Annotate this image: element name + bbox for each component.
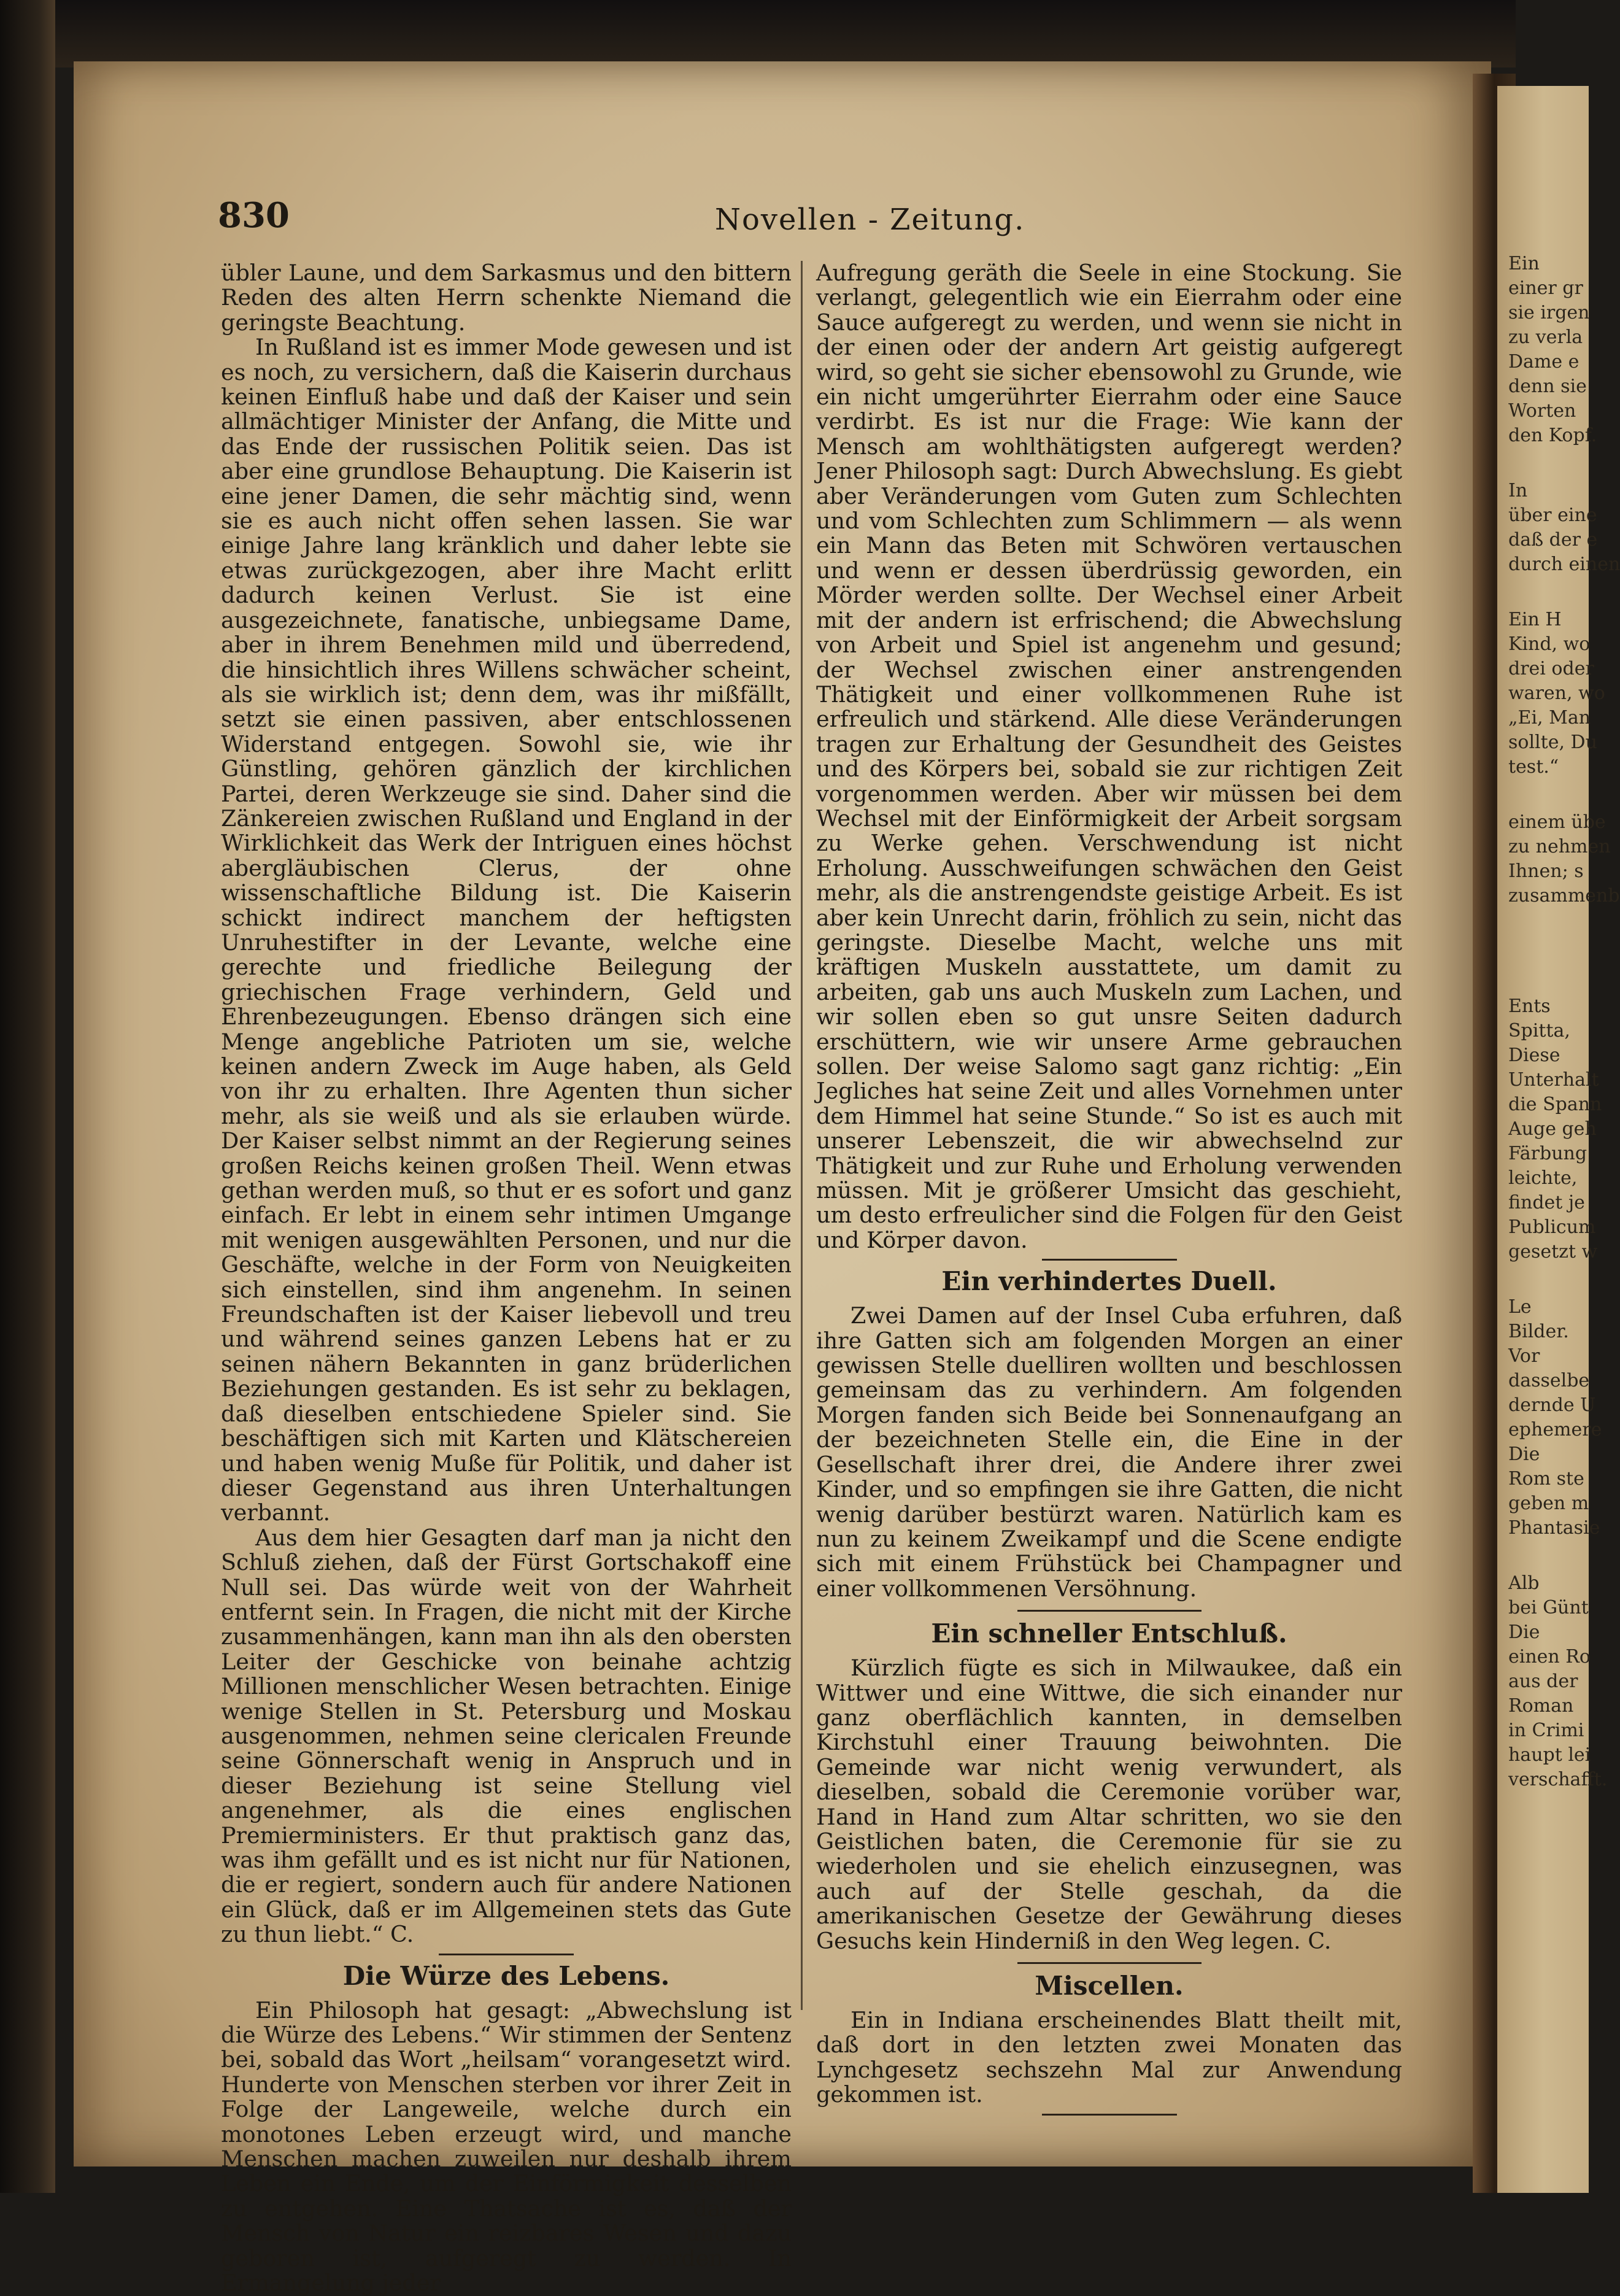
signature: C. [390,1921,414,1948]
next-page-line: einen Ro [1508,1646,1591,1668]
next-page-line: findet je [1508,1192,1585,1213]
next-page-line: Ihnen; s [1508,860,1584,882]
next-page-line: Die [1508,1622,1540,1643]
next-page-line: Ein H [1508,609,1562,630]
next-page-line: einer gr [1508,277,1583,299]
next-page-line: sie irgen [1508,302,1590,323]
page-header [218,195,1414,253]
next-page-line: Kind, wo [1508,633,1591,655]
next-page-line: drei oder [1508,658,1594,679]
paragraph: Ein in Indiana erscheinendes Blatt theilt mit, daß dort in den letzten zwei Monaten das Lynchgesetz sechszehn Mal zur Anwendung gekommen ist. [816,2007,1402,2108]
running-title: Novellen - Zeitung. [715,203,1025,237]
next-page-line: zu verla [1508,327,1583,348]
next-page-line: Ents [1508,995,1551,1017]
book-binding-left [0,0,55,2193]
next-page-line: Auge geh [1508,1118,1597,1140]
next-page-line: Die [1508,1444,1540,1465]
book-edge-top [55,0,1516,68]
paragraph [816,1656,1402,1954]
next-page-line: Dame e [1508,351,1580,373]
section-rule [1042,1259,1177,1261]
next-page-line: Alb [1508,1572,1540,1594]
next-page-line: Rom ste [1508,1468,1584,1490]
section-heading-miscellen: Miscellen. [1035,1971,1184,2001]
next-page-line: Färbung [1508,1143,1587,1164]
paragraph-text: Kürzlich fügte es sich in Milwaukee, daß ein Wittwer und eine Wittwe, die sich einander nur ganz oberflächlich kannten, in demselben Kirchstuhl einer Trauung beiwohnten. Die Gemeinde war nicht wenig verwundert, als dieselben, sobald die Ceremonie vorüber war, Hand in Hand zum Altar schritten, wo sie den Geistlichen baten, die Ceremonie für sie zu wiederholen und sie ehelich einzusegnen, was auch auf der Stelle geschah, da die amerikanischen Gesetze der Gewährung dieses Gesuchs kein Hinderniß in den Weg legen. [816,1655,1402,1954]
next-page-line: Phantasie [1508,1517,1600,1539]
next-page-line: in Crimi [1508,1720,1584,1741]
next-page-line: leichte, [1508,1167,1578,1189]
section-rule [1017,1610,1202,1612]
next-page-line: denn sie [1508,376,1587,397]
next-page-line: aus der [1508,1671,1578,1692]
section-heading-duell: Ein verhindertes Duell. [941,1266,1277,1297]
next-page-line: „Ei, Man [1508,707,1591,729]
section-rule [1017,1962,1202,1964]
next-page-line: Unterhalt [1508,1069,1599,1091]
next-page-line: In [1508,480,1528,501]
next-page-line: den Kopf. [1508,425,1597,446]
paragraph-text: Aus dem hier Gesagten darf man ja nicht den Schluß ziehen, daß der Fürst Gortschakoff eine Null sei. Das würde weit von der Wahrheit entfernt sein. In Fragen, die nicht mit der Kirche zusammenhängen, kann man ihn als den obersten Leiter der Geschicke von beinahe achtzig Millionen menschlicher Wesen betrachten. Einige wenige Stellen in St. Petersburg und Moskau ausgenommen, nehmen seine clericalen Freunde seine Gönnerschaft wenig in Anspruch und in dieser Beziehung ist seine Stellung viel angenehmer, als die eines englischen Premierministers. Er thut praktisch ganz das, was ihm gefällt und es ist nicht nur für Nationen, die er regiert, sondern auch für andere Nationen ein Glück, daß er im Allgemeinen stets das Gute zu thun liebt.“ [221,1524,792,1948]
next-page-line: verschafft. [1508,1769,1608,1790]
signature: C. [1308,1927,1332,1954]
next-page-line: zu nehmen [1508,836,1611,857]
next-page-line: ephemere [1508,1419,1602,1440]
paragraph: Aufregung geräth die Seele in eine Stockung. Sie verlangt, gelegentlich wie ein Eierrahm oder eine Sauce aufgeregt zu werden, und wenn sie nicht in der einen oder der andern Art geistig aufgeregt wird, so geht sie sicher ebensowohl zu Grunde, wie ein nicht umgerührter Eierrahm oder eine Sauce verdirbt. Es ist nur die Frage: Wie kann der Mensch am wohlthätigsten aufgeregt werden? Jener Philosoph sagt: Durch Abwechslung. Es giebt aber Veränderungen vom Guten zum Schlechten und vom Schlechten zum Schlimmern — als wenn ein Mann das Beten mit Schwören vertauschen und wenn er dessen überdrüssig geworden, ein Mörder werden sollte. Der Wechsel einer Arbeit mit der andern ist erfrischend; die Abwechslung von Arbeit und Spiel ist angenehm und gesund; der Wechsel zwischen einer anstrengenden Thätigkeit und einer vollkommenen Ruhe ist erfreulich und stärkend. Alle diese Veränderungen tragen zur Erhaltung der Gesundheit des Geistes und des Körpers bei, sobald sie zur richtigen Zeit vorgenommen werden. Aber wir müssen bei dem Wechsel mit der Einförmigkeit der Arbeit sorgsam zu Werke gehen. Verschwendung ist nicht Erholung. Ausschweifungen schwächen den Geist mehr, als die anstrengendste geistige Arbeit. Es ist aber kein Unrecht darin, fröhlich zu sein, nicht das geringste. Dieselbe Macht, welche uns mit kräftigen Muskeln ausstattete, um damit zu arbeiten, gab uns auch Muskeln zum Lachen, und wir sollen eben so gut unsre Seiten dadurch erschüttern, wie wir unsere Arme gebrauchen sollen. Der weise Salomo sagt ganz richtig: „Ein Jegliches hat seine Zeit und alles Vornehmen unter dem Himmel hat seine Stunde.“ So ist es auch mit unserer Lebenszeit, die wir abwechselnd zur Thätigkeit und zur Ruhe und Erholung verwenden müssen. Mit je größerer Umsicht das geschieht, um desto erfreulicher sind die Folgen für den Geist und Körper davon. [816,260,1402,1253]
next-page-line: Roman [1508,1695,1574,1717]
next-page-line: Publicum [1508,1216,1596,1238]
next-page-line: Bilder. [1508,1321,1569,1342]
next-page-line: dernde U [1508,1394,1596,1416]
section-heading-entschluss: Ein schneller Entschluß. [931,1618,1287,1649]
paragraph: In Rußland ist es immer Mode gewesen und ist es noch, zu versichern, daß die Kaiserin durchaus keinen Einfluß habe und daß der Kaiser und sein allmächtiger Minister der Anfang, die Mitte und das Ende der russischen Politik seien. Das ist aber eine grundlose Behauptung. Die Kaiserin ist eine jener Damen, die sehr mächtig sind, wenn sie es auch nicht offen sehen lassen. Sie war einige Jahre lang kränklich und daher lebte sie etwas zurückgezogen, aber ihre Macht erlitt dadurch keinen Verlust. Sie ist eine ausgezeichnete, fanatische, unbiegsame Dame, aber in ihrem Benehmen mild und überredend, die hinsichtlich ihres Willens schwächer scheint, als sie wirklich ist; denn dem, was ihr mißfällt, setzt sie einen passiven, aber entschlossenen Widerstand entgegen. Sowohl sie, wie ihr Günstling, gehören gänzlich der kirchlichen Partei, deren Werkzeuge sie sind. Daher sind die Zänkereien zwischen Rußland und England in der Wirklichkeit das Werk der Intriguen eines höchst abergläubischen Clerus, der ohne wissenschaftliche Bildung ist. Die Kaiserin schickt indirect manchem der heftigsten Unruhestifter in der Levante, welche eine gerechte und friedliche Beilegung der griechischen Frage verhindern, Geld und Ehrenbezeugungen. Ebenso drängen sich eine Menge angebliche Patrioten um sie, welche keinen andern Zweck im Auge haben, als Geld von ihr zu erhalten. Ihre Agenten thun sicher mehr, als sie weiß und als sie erlauben würde. Der Kaiser selbst nimmt an der Regierung seines großen Reichs keinen großen Theil. Wenn etwas gethan werden muß, so thut er es sofort und ganz einfach. Er lebt in einem sehr intimen Umgange mit wenigen ausgewählten Personen, und nur die Geschäfte, welche in der Form von Neuigkeiten sich einstellen, sind ihm angenehm. In seinen Freundschaften ist der Kaiser liebevoll und treu und während seines ganzen Lebens hat er zu seinen nähern Bekannten in ganz brüderlichen Beziehungen gestanden. Es ist sehr zu beklagen, daß dieselben entschiedene Spieler sind. Sie beschäftigen sich mit Karten und Klätschereien und haben wenig Muße für Politik, und daher ist dieser Gegenstand aus ihren Unterhaltungen verbannt. [221,334,792,1526]
paragraph: Zwei Damen auf der Insel Cuba erfuhren, daß ihre Gatten sich am folgenden Morgen an einer gewissen Stelle duelliren wollten und beschlossen gemeinsam das zu verhindern. Am folgenden Morgen fanden sich Beide bei Sonnenaufgang an der bezeichneten Stelle ein, die Eine in der Gesellschaft ihrer drei, die Andere ihrer zwei Kinder, und so empfingen sie ihre Gatten, die nicht wenig darüber bestürzt waren. Natürlich kam es nun zu keinem Zweikampf und die Scene endigte sich mit einem Frühstück bei Champagner und einer vollkommenen Versöhnung. [816,1302,1402,1602]
next-page-line: gesetzt w [1508,1241,1598,1262]
page-number: 830 [218,195,290,236]
left-column [221,261,792,2296]
next-page-line: die Spann [1508,1094,1602,1115]
next-page-line: dasselbe [1508,1370,1590,1391]
next-page-line: Vor [1508,1345,1540,1367]
paragraph [221,1526,792,1947]
next-page-line: haupt lei [1508,1744,1591,1766]
next-page-edge [1497,86,1620,2193]
next-page-line: test.“ [1508,756,1559,778]
next-page-line: bei Günt [1508,1597,1589,1618]
next-page-line: durch einen [1508,554,1620,575]
next-page-line: zusammenb [1508,885,1620,906]
next-page-line: waren, wo [1508,682,1605,704]
section-rule [1042,2114,1177,2116]
column-divider [801,261,803,2010]
right-column [816,261,1402,2118]
next-page-line: Ein [1508,253,1540,274]
next-page-line: Diese [1508,1045,1560,1066]
next-page-line: über eine [1508,504,1597,526]
next-page-line: geben m [1508,1493,1589,1514]
section-heading-wuerze: Die Würze des Lebens. [342,1960,670,1991]
next-page-line: Spitta, [1508,1020,1570,1042]
next-page-line: sollte, Du [1508,732,1597,753]
next-page-line: Worten [1508,400,1576,422]
paragraph: übler Laune, und dem Sarkasmus und den bittern Reden des alten Herrn schenkte Niemand die geringste Beachtung. [221,260,792,336]
paragraph: Ein Philosoph hat gesagt: „Abwechslung ist die Würze des Lebens.“ Wir stimmen der Sentenz bei, sobald das Wort „heilsam“ vorangesetzt wird. Hunderte von Menschen sterben vor ihrer Zeit in Folge der Langeweile, welche durch ein monotones Leben erzeugt wird, und manche Menschen machen zuweilen nur deshalb ihrem Leben ein Ende, um der Einförmigkeit desselben zu entgehen. Eine Thatsache ist es, daß der Mensch von Natur ein reizbares Wesen und dazu geboren ist, aufgeregt zu werden. In Ermangelung jeder [221,1996,792,2296]
section-rule [439,1954,574,1955]
next-page-line: Le [1508,1296,1532,1318]
next-page-line: daß der e [1508,529,1598,551]
next-page-line: einem übe [1508,811,1606,833]
